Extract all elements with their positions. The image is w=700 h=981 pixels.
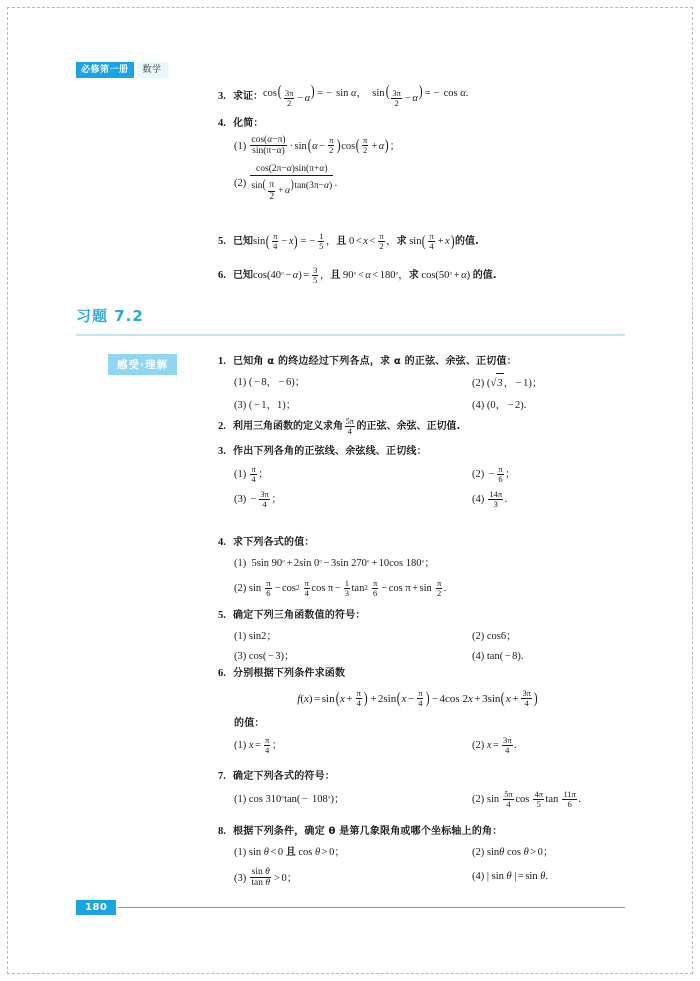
option-label: (4)	[472, 494, 485, 505]
option-label: (1)	[234, 631, 247, 642]
exercise-option: (4) tan ( − 8).	[472, 647, 524, 666]
exercise-option: (2) cos(2π−α)sin(π+α) sin( $\frac{\pi}{2}$ + α )tan(3π−α) .	[234, 164, 338, 202]
option-label: (1)	[234, 469, 247, 480]
exercise-item-top-6: 6. 已知 cos (40 ° − α ) = $\frac{3}{5}$ ， 且 90 ° < α < 180 ° ， 求 cos (50 ° + α ) 的值.	[218, 264, 497, 285]
exercise-item-top-3	[218, 84, 618, 108]
exercise-option-row	[234, 396, 618, 415]
exercise-stem-value: 的值.	[455, 236, 479, 247]
exercise-option: (2) sin θ cos θ > 0；	[472, 843, 553, 862]
exercise-stem-after: 的值：	[234, 718, 265, 729]
option-label: (4)	[472, 651, 485, 662]
exercise-option-row	[234, 373, 618, 393]
option-label: (1)	[234, 140, 247, 152]
exercise-stem: 求下列各式的值：	[233, 537, 315, 548]
exercise-stem-given: 已知	[233, 236, 253, 247]
exercise-option-row	[234, 490, 618, 509]
exercise-option: (4) | sin θ | = sin θ .	[472, 867, 548, 889]
option-label: (3)	[234, 494, 247, 505]
exercise-option: (1) sin 2；	[234, 627, 472, 646]
exercise-number: 6.	[218, 270, 226, 281]
exercise-item-2	[218, 417, 618, 436]
exercise-item-4	[218, 534, 618, 598]
option-label: (3)	[234, 872, 247, 884]
exercise-number: 2.	[218, 421, 226, 432]
exercise-option: (4) (0， − 2).	[472, 396, 526, 415]
fraction-5pi-4: $\frac{5\pi}{4}$	[345, 415, 355, 436]
exercise-option: (1) ( − 8， − 6)；	[234, 373, 472, 393]
exercise-number: 5.	[218, 610, 226, 621]
section-divider	[76, 334, 625, 336]
exercise-option: (4) $\frac{14\pi}{3}$ .	[472, 488, 508, 509]
exercise-option: (2) sin $\frac{5\pi}{4}$ cos $\frac{4\pi}{5}$ tan $\frac{11\pi}{6}$ .	[472, 788, 582, 809]
exercise-option: (1) sin θ < 0 且 cos θ > 0；	[234, 843, 472, 862]
exercise-option: (1) 5 sin 90 ° + 2 sin 0 ° − 3 sin 270 ° + 10 cos 180 ° ；	[234, 554, 618, 573]
math-expression: cos( $\frac{3\pi}{2}$ − α ) = − sin α， sin( $\frac{3\pi}{2}$ − α ) = − cos α.	[263, 83, 469, 108]
top-exercise-list	[218, 84, 618, 210]
exercise-stem: 确定下列三角函数值的符号：	[233, 610, 366, 621]
exercise-option: (1) $\frac{\pi}{4}$ ；	[234, 463, 269, 484]
exercise-stem: 已知角 α 的终边经过下列各点，求 α 的正弦、余弦、正切值：	[233, 356, 517, 367]
exercise-option: (1) x = $\frac{\pi}{4}$ ；	[234, 734, 283, 755]
exercise-number: 7.	[218, 771, 226, 782]
exercise-item-8	[218, 823, 618, 889]
option-label: (3)	[234, 400, 247, 411]
exercise-stem-find: 求	[396, 236, 407, 247]
top-exercise-6-wrap	[218, 266, 618, 292]
exercise-number: 1.	[218, 356, 226, 367]
option-label: (2)	[472, 740, 485, 751]
exercise-option-row	[234, 843, 618, 862]
exercise-option: (1) $\frac{\cos(\alpha-\pi)}{\sin(\pi-\alpha)}$ · sin ( α − $\frac{\pi}{2}$ ) cos ( $\frac{\pi}{2}$ + α ) ；	[234, 134, 401, 156]
option-label: (2)	[472, 794, 485, 805]
exercise-item-7	[218, 768, 618, 809]
category-badge: 感受·理解	[108, 354, 177, 375]
exercise-option: (3) − $\frac{3\pi}{4}$ ；	[234, 488, 282, 509]
exercise-stem-find: 求	[408, 270, 419, 281]
running-head-subject: 数学	[137, 62, 168, 78]
exercise-number: 3.	[218, 90, 226, 102]
exercise-stem: 确定下列各式的符号：	[233, 771, 335, 782]
exercise-option: (2) ( √ 3 ， − 1)；	[472, 373, 542, 393]
option-label: (3)	[234, 651, 247, 662]
exercise-option: (3) ( − 1，1)；	[234, 396, 472, 415]
exercise-option: (3) $\frac{\text{sin θ}}{\text{tan θ}}$ > 0；	[234, 866, 298, 888]
exercise-stem-part-b: 的正弦、余弦、正切值.	[356, 421, 461, 432]
exercise-option-row	[234, 867, 618, 889]
option-label: (4)	[472, 871, 485, 882]
page-number: 180	[76, 900, 116, 915]
running-head	[76, 62, 168, 78]
exercise-number: 8.	[218, 826, 226, 837]
exercise-stem: 根据下列条件，确定 θ 是第几象限角或哪个坐标轴上的角：	[233, 826, 503, 837]
exercise-option: (1) cos 310 ° tan ( − 108 ° )；	[234, 790, 472, 809]
exercise-item-top-5: 5. 已知 sin ( $\frac{\pi}{4}$ − x ) = − $\frac{1}{5}$ ， 且 0 < x < $\frac{\pi}{2}$ ， 求 sin ( $\frac{\pi}{4}$ + x ) 的值.	[218, 230, 479, 251]
exercise-stem: 作出下列各角的正弦线、余弦线、正切线：	[233, 446, 427, 457]
section-heading-block	[76, 305, 625, 336]
exercise-option: (2) sin $\frac{\pi}{6}$ − cos 2 $\frac{\pi}{4}$ cos π − $\frac{1}{3}$ tan 2 $\frac{\pi}{6}$ − cos π + sin $\frac{\pi}{2}$ .	[234, 577, 447, 598]
exercise-stem: 化简：	[233, 118, 264, 129]
exercise-option: (2) − $\frac{\pi}{6}$ ；	[472, 463, 516, 484]
exercise-stem: 分别根据下列条件求函数	[233, 668, 346, 679]
exercise-stem: 求证：	[233, 90, 263, 102]
exercise-number: 3.	[218, 446, 226, 457]
option-label: (1)	[234, 558, 247, 569]
top-exercise-5-wrap	[218, 232, 618, 258]
exercise-number: 6.	[218, 668, 226, 679]
option-label: (4)	[472, 400, 485, 411]
exercise-stem-after-wrap	[234, 713, 618, 731]
option-label: (2)	[234, 177, 247, 189]
running-head-book: 必修第一册	[76, 62, 134, 78]
exercise-item-3	[218, 443, 618, 509]
option-label: (2)	[472, 847, 485, 858]
option-label: (2)	[234, 583, 247, 594]
exercise-stem-given: 已知	[233, 270, 253, 281]
footer-divider	[118, 907, 625, 909]
exercise-number: 5.	[218, 236, 226, 247]
exercise-option-row	[234, 790, 618, 809]
exercise-item-5	[218, 607, 618, 666]
exercise-option: (2) cos 6；	[472, 627, 517, 646]
exercise-item-top-4	[218, 115, 618, 203]
exercise-number: 4.	[218, 537, 226, 548]
exercise-stem-value: 的值.	[472, 270, 497, 281]
option-label: (2)	[472, 469, 485, 480]
section-title: 习题 7.2	[76, 307, 144, 325]
exercise-item-6	[218, 665, 618, 755]
exercise-number: 4.	[218, 118, 226, 129]
exercise-stem-and: 且	[330, 270, 341, 281]
option-label: (1)	[234, 377, 247, 388]
exercise-item-1	[218, 353, 618, 415]
exercise-stem-and: 且	[336, 236, 347, 247]
page-footer	[76, 900, 625, 915]
displayed-equation: f ( x ) = sin ( x + $\frac{\pi}{4}$ ) + 2 sin ( x − $\frac{\pi}{4}$ ) − 4 cos 2 x + 3 sin ( x + $\frac{3\pi}{4}$ )	[297, 687, 538, 708]
exercise-option: (2) x = $\frac{3\pi}{4}$ .	[472, 734, 517, 755]
exercise-option: (3) cos ( − 3)；	[234, 647, 472, 666]
exercise-stem-part-a: 利用三角函数的定义求角	[233, 421, 343, 432]
option-label: (1)	[234, 740, 247, 751]
exercise-option-row	[234, 647, 618, 666]
exercise-option-row	[234, 736, 618, 755]
option-label: (2)	[472, 631, 485, 642]
exercise-option-row	[234, 627, 618, 646]
exercise-option-row	[234, 465, 618, 484]
option-label: (1)	[234, 847, 247, 858]
option-label: (1)	[234, 794, 247, 805]
option-label: (2)	[472, 377, 485, 389]
